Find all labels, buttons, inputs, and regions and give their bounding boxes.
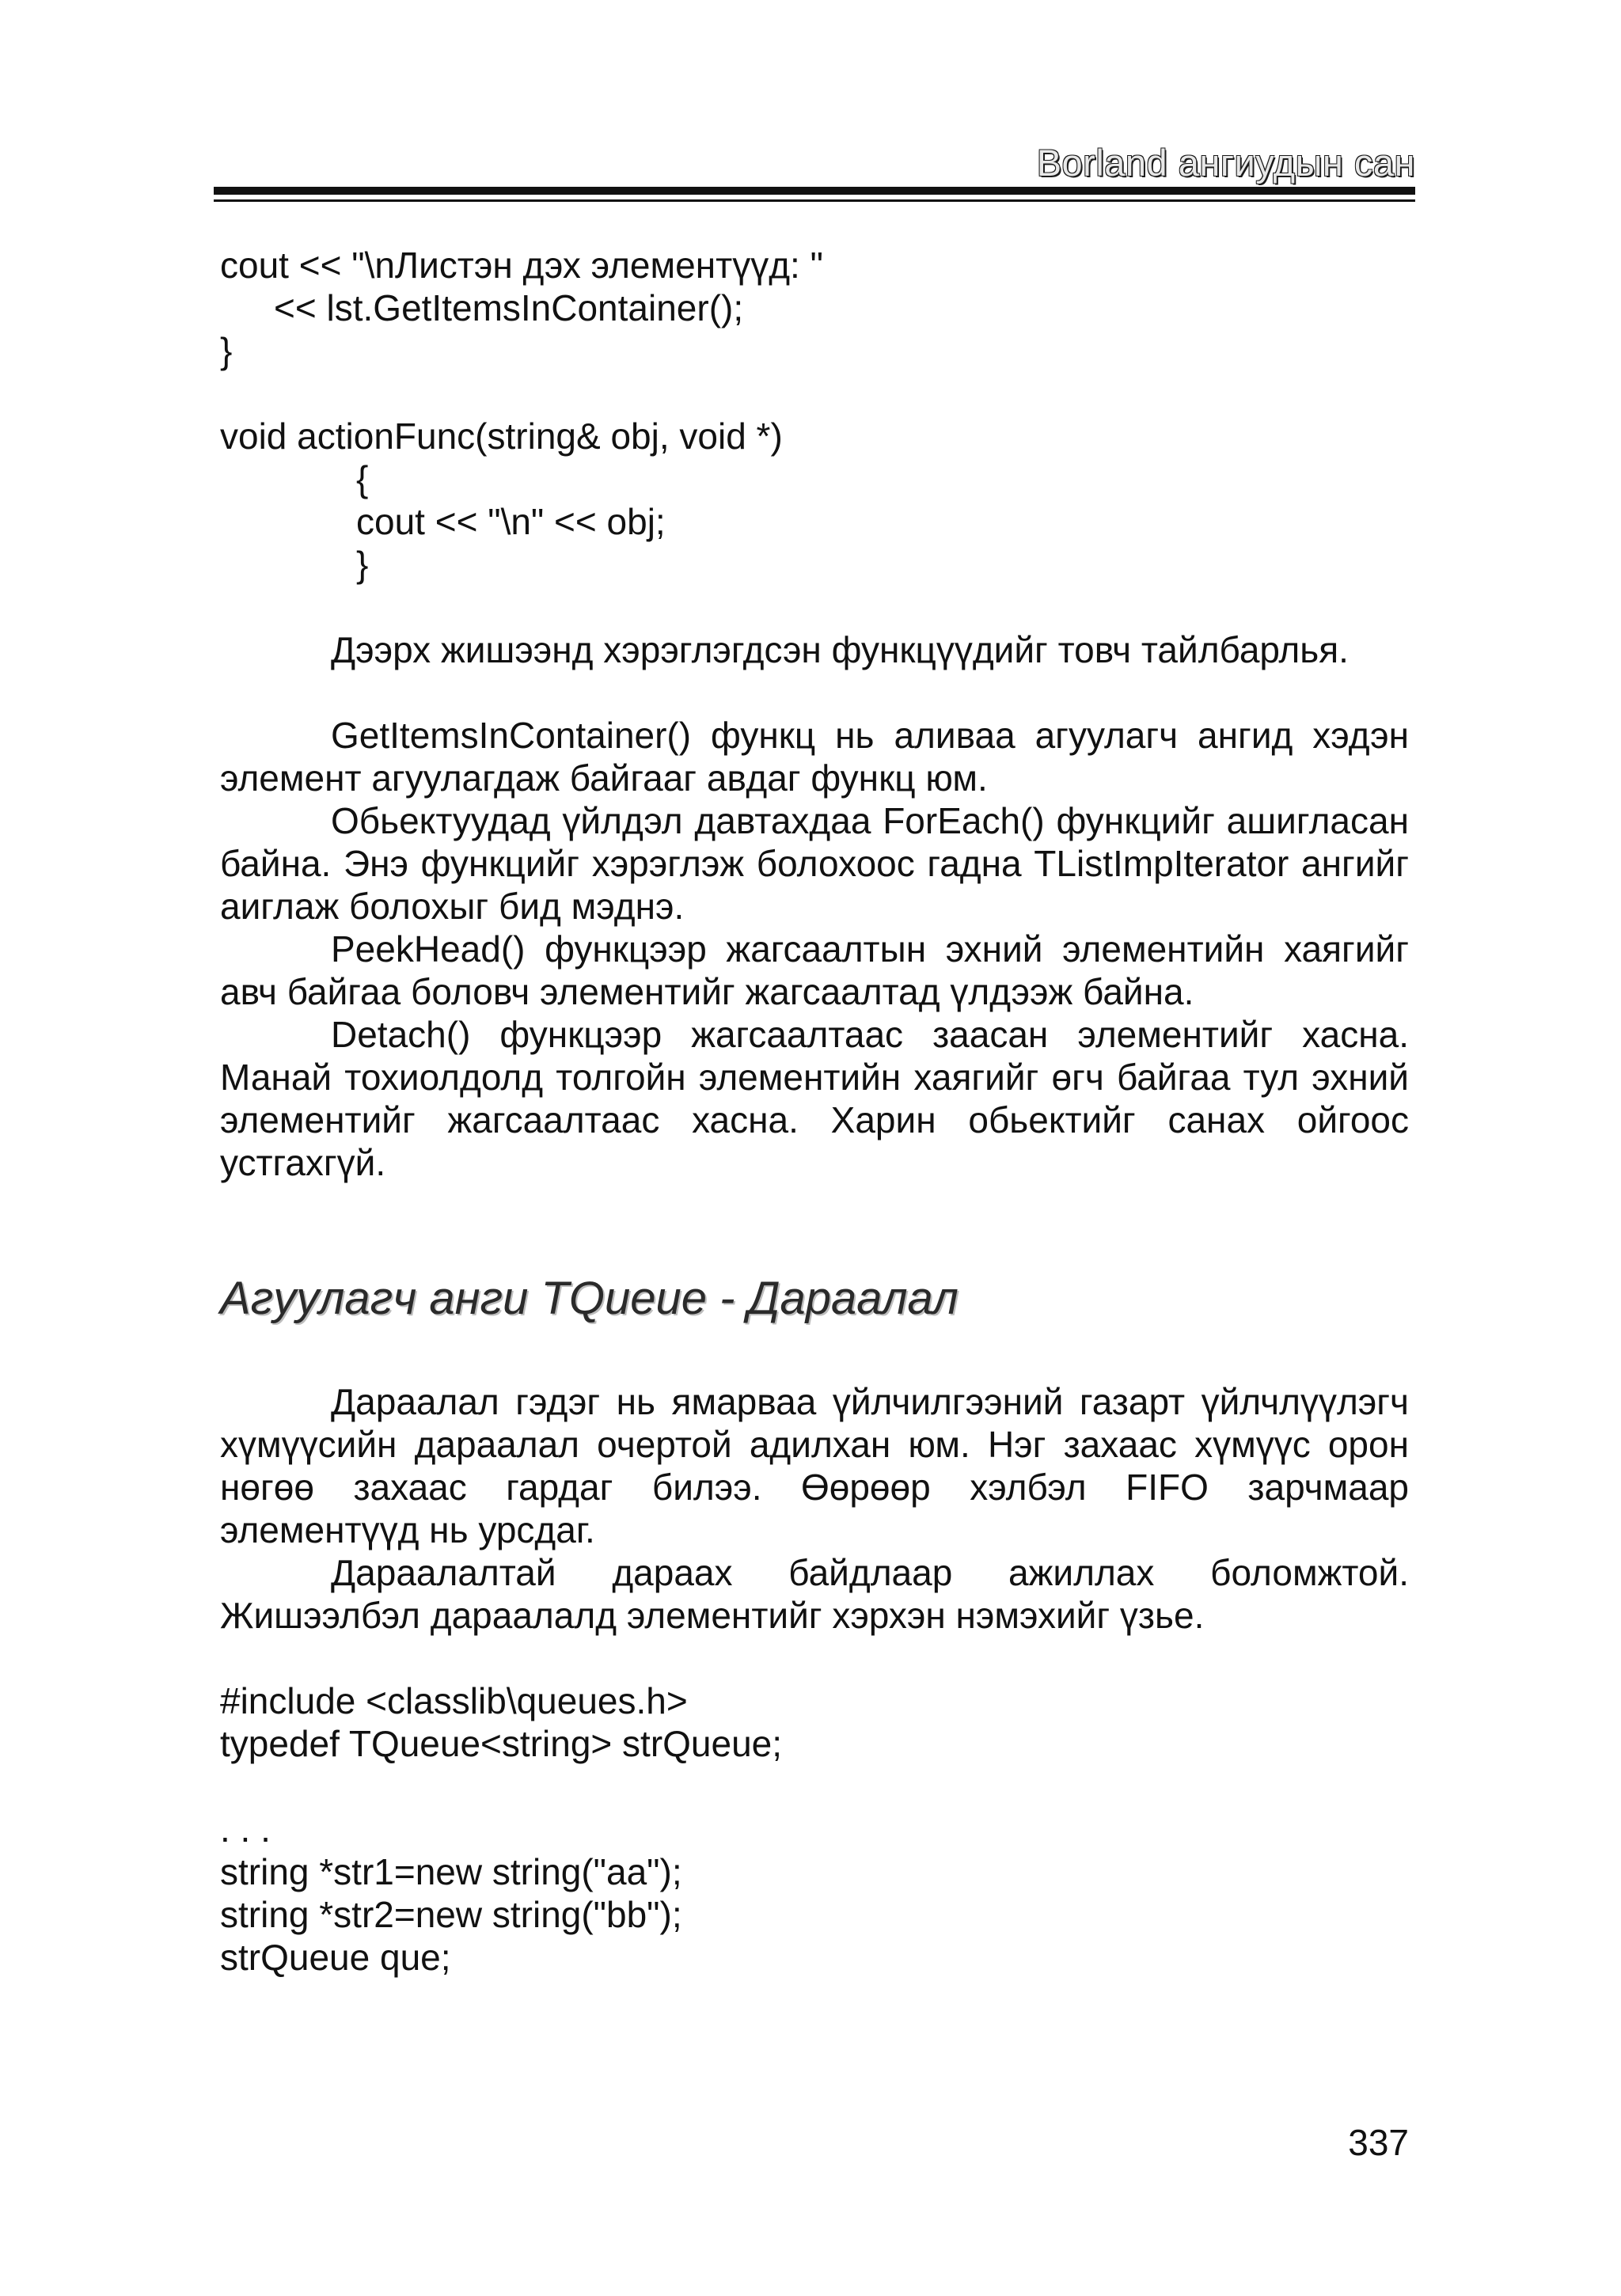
paragraph: Detach() функцээр жагсаалтаас заасан элементийг хасна. Манай тохиолдолд толгойн элементийн хаягийг өгч байгаа тул эхний элементийг жагсаалтаас хасна. Харин обьектийг санах ойгоос устгахгүй. xyxy=(220,1014,1409,1183)
paragraph: GetItemsInContainer() функц нь аливаа агуулагч ангид хэдэн элемент агуулагдаж байгааг авдаг функц юм. xyxy=(220,715,1409,799)
spacer xyxy=(220,1637,1409,1679)
code-line: } xyxy=(220,330,233,371)
page-number: 337 xyxy=(1348,2122,1409,2163)
section-heading: Агуулагч анги TQueue - Дараалал xyxy=(220,1273,959,1324)
header-rule-thin xyxy=(214,199,1415,202)
paragraph: Дараалалтай дараах байдлаар ажиллах боломжтой. Жишээлбэл дараалалд элементийг хэрхэн нэмэхийг үзье. xyxy=(220,1552,1409,1636)
code-line: } xyxy=(356,544,369,585)
code-line: cout << "\n" << obj; xyxy=(356,501,666,542)
code-line: cout << "\nЛистэн дэх элементүүд: " xyxy=(220,245,823,286)
paragraph: Дараалал гэдэг нь ямарваа үйлчилгээний газарт үйлчлүүлэгч хүмүүсийн дараалал очертой адилхан юм. Нэг захаас хүмүүс орон нөгөө захаас гардаг билээ. Өөрөөр хэлбэл FIFO зарчмаар элементүүд нь урсдаг. xyxy=(220,1381,1409,1550)
code-line: string *str1=new string("aa"); xyxy=(220,1851,682,1892)
spacer xyxy=(220,1765,1409,1808)
spacer xyxy=(220,671,1409,714)
code-line: << lst.GetItemsInContainer(); xyxy=(274,287,744,328)
code-line: #include <classlib\queues.h> xyxy=(220,1680,688,1721)
code-line: . . . xyxy=(220,1808,271,1850)
spacer xyxy=(220,372,1409,415)
header-rule-thick xyxy=(214,187,1415,195)
paragraph: Обьектуудад үйлдэл давтахдаа ForEach() функцийг ашигласан байна. Энэ функцийг хэрэглэж болохоос гадна TListImpIterator ангийг аиглаж болохыг бид мэднэ. xyxy=(220,800,1409,927)
paragraph: PeekHead() функцээр жагсаалтын эхний элементийн хаягийг авч байгаа боловч элементийг жагсаалтад үлдээж байна. xyxy=(220,928,1409,1012)
code-line: strQueue que; xyxy=(220,1937,451,1978)
paragraph: Дээрх жишээнд хэрэглэгдсэн функцүүдийг товч тайлбарлья. xyxy=(331,629,1349,670)
page-body xyxy=(220,244,1409,1979)
spacer xyxy=(220,586,1409,628)
code-line: void actionFunc(string& obj, void *) xyxy=(220,416,783,457)
code-line: { xyxy=(356,458,369,499)
running-header: Borland ангиудын сан xyxy=(1036,142,1415,184)
code-line: string *str2=new string("bb"); xyxy=(220,1894,682,1935)
code-line: typedef TQueue<string> strQueue; xyxy=(220,1723,783,1764)
